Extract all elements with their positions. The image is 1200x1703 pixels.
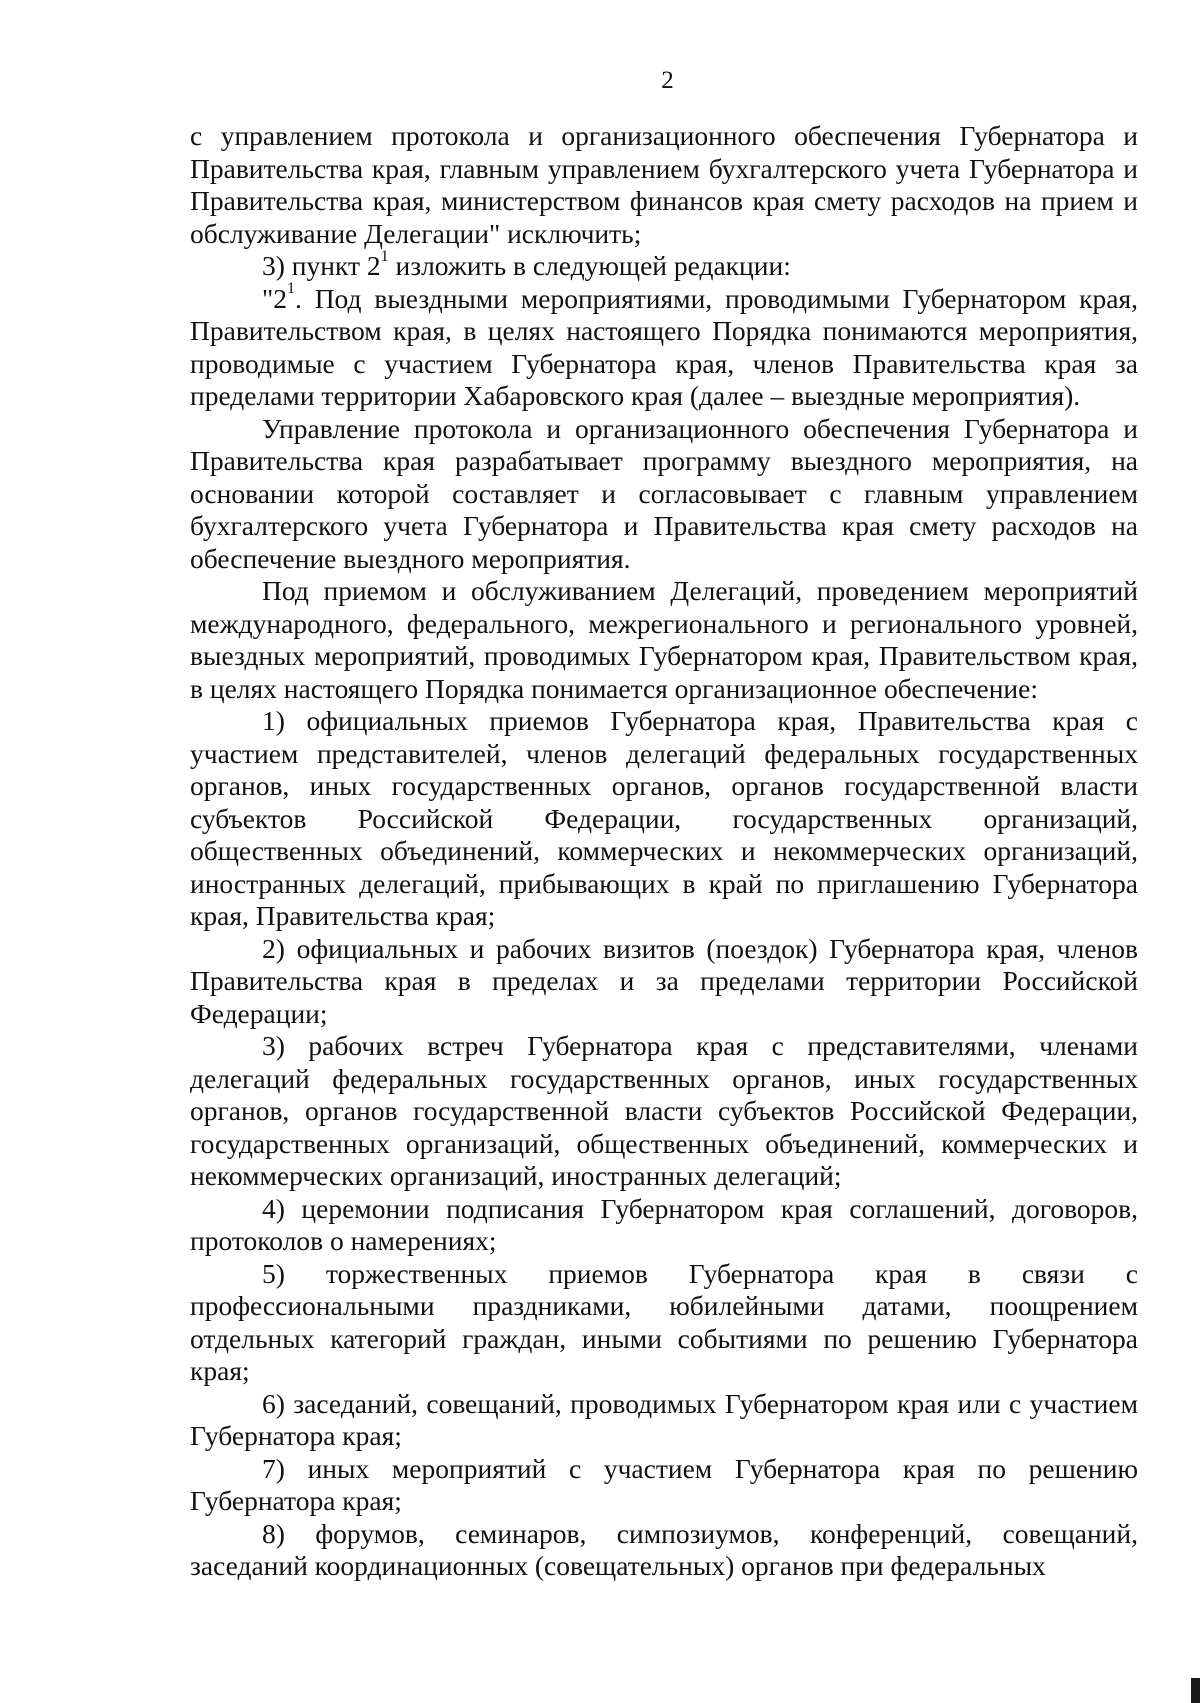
page-number: 2	[661, 67, 674, 94]
paragraph-3-text-tail: . Под выездными мероприятиями, проводимыми Губернатором края, Правительством края, в целях настоящего Порядка понимаются мероприятия, проводимые с участием Губернатора края, членов Правительства края за пределами территории Хабаровского края (далее – выездные мероприятия).	[190, 282, 1138, 411]
paragraph-5: Под приемом и обслуживанием Делегаций, проведением мероприятий международного, федерального, межрегионального и регионального уровней, выездных мероприятий, проводимых Губернатором края, Правительством края, в целях настоящего Порядка понимается организационное обеспечение:	[190, 575, 1138, 704]
list-item-8: 8) форумов, семинаров, симпозиумов, конференций, совещаний, заседаний координационных (совещательных) органов при федеральных	[190, 1517, 1138, 1581]
list-item-6: 6) заседаний, совещаний, проводимых Губернатором края или с участием Губернатора края;	[190, 1387, 1138, 1451]
paragraph-2-text-tail: изложить в следующей редакции:	[388, 250, 791, 281]
list-item-1: 1) официальных приемов Губернатора края, Правительства края с участием представителей, членов делегаций федеральных государственных органов, иных государственных органов, органов государственной власти субъектов Российской Федерации, государственных организаций, общественных объединений, коммерческих и некоммерческих организаций, иностранных делегаций, прибывающих в край по приглашению Губернатора края, Правительства края;	[190, 705, 1138, 931]
paragraph-3-clause-2-1	[190, 280, 1138, 413]
scan-edge-mark	[1191, 1678, 1200, 1703]
list-item-4: 4) церемонии подписания Губернатором края соглашений, договоров, протоколов о намерениях;	[190, 1192, 1138, 1256]
paragraph-2-text: 3) пункт 2	[262, 250, 381, 281]
paragraph-4: Управление протокола и организационного обеспечения Губернатора и Правительства края разрабатывает программу выездного мероприятия, на основании которой составляет и согласовывает с главным управлением бухгалтерского учета Губернатора и Правительства края смету расходов на обеспечение выездного мероприятия.	[190, 412, 1138, 574]
list-item-3: 3) рабочих встреч Губернатора края с представителями, членами делегаций федеральных государственных органов, иных государственных органов, органов государственной власти субъектов Российской Федерации, государственных организаций, общественных объединений, коммерческих и некоммерческих организаций, иностранных делегаций;	[190, 1030, 1138, 1191]
document-body	[190, 120, 1138, 1583]
superscript-1: 1	[380, 247, 389, 265]
list-item-7: 7) иных мероприятий с участием Губернатора края по решению Губернатора края;	[190, 1452, 1138, 1516]
paragraph-1: с управлением протокола и организационного обеспечения Губернатора и Правительства края, главным управлением бухгалтерского учета Губернатора и Правительства края, министерством финансов края смету расходов на прием и обслуживание Делегации" исключить;	[190, 120, 1138, 249]
list-item-5: 5) торжественных приемов Губернатора края в связи с профессиональными праздниками, юбилейными датами, поощрением отдельных категорий граждан, иными событиями по решению Губернатора края;	[190, 1257, 1138, 1386]
list-item-2: 2) официальных и рабочих визитов (поездок) Губернатора края, членов Правительства края в пределах и за пределами территории Российской Федерации;	[190, 932, 1138, 1029]
superscript-1: 1	[286, 280, 295, 298]
paragraph-3-text: "2	[262, 282, 287, 314]
paragraph-2-item-3	[190, 247, 1138, 283]
